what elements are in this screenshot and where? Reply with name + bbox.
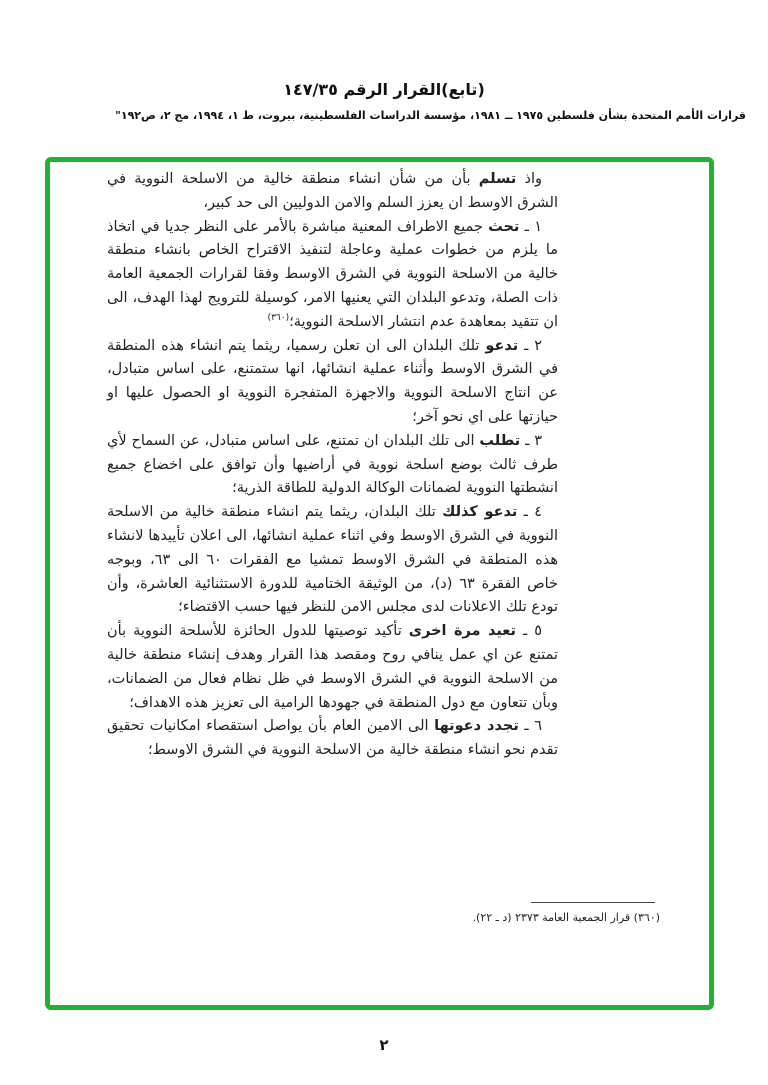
paragraph-text: تلك البلدان، ريثما يتم انشاء منطقة خالية من الاسلحة النووية في الشرق الاوسط وفي اثناء عملية انشائها، الى اعلان تأييدها لانشاء هذه المنطقة في الشرق الاوسط تمشيا مع الفقرات ٦٠ الى ٦٣، وبوجه خاص الفقرة ٦٣ (د)، من الوثيقة الختامية للدورة الاستثنائية العاشرة، وأن تودع تلك الاعلانات لدى مجلس الامن للنظر فيها حسب الاقتضاء؛ <box>107 504 559 616</box>
paragraph-prefix: ٣ ـ <box>520 432 542 449</box>
paragraph-prefix: واذ <box>516 171 542 187</box>
footnote-separator <box>531 902 655 903</box>
paragraph-prefix: ٢ ـ <box>518 337 543 354</box>
footnote-area <box>107 902 660 924</box>
paragraph-text: الى الامين العام بأن يواصل استقصاء امكانيات تحقيق تقدم نحو انشاء منطقة خالية من الاسلحة النووية في الشرق الاوسط؛ <box>107 718 558 759</box>
footnote-reference: (٣٦٠) <box>267 312 290 323</box>
page-number: ٢ <box>379 1036 389 1054</box>
operative-paragraph-1 <box>107 216 558 335</box>
paragraph-lead: تجدد دعوتها <box>434 718 519 735</box>
resolution-body <box>107 168 558 763</box>
operative-paragraph-6 <box>107 715 558 763</box>
paragraph-lead: تطلب <box>479 432 521 449</box>
paragraph-text: جميع الاطراف المعنية مباشرة بالأمر على النظر جديا في اتخاذ ما يلزم من خطوات عملية وعاجلة لتنفيذ الاقتراح الخاص بانشاء منطقة خالية من الاسلحة النووية في الشرق الاوسط وفقا لقرارات الجمعية العامة ذات الصلة، وتدعو البلدان التي يعنيها الامر، كوسيلة للترويج لهذا الهدف، الى ان تتقيد بمعاهدة عدم انتشار الاسلحة النووية؛ <box>107 218 558 330</box>
paragraph-prefix: ٥ ـ <box>515 623 543 640</box>
footnote-text: (٣٦٠) قرار الجمعية العامة ٢٣٧٣ (د ـ ٢٢). <box>472 911 660 924</box>
paragraph-text: بأن من شأن انشاء منطقة خالية من الاسلحة النووية في الشرق الاوسط ان يعزز السلم والامن الدوليين الى حد كبير، <box>107 171 558 211</box>
operative-paragraph-5 <box>107 620 558 715</box>
paragraph-lead: تدعو <box>485 337 519 354</box>
resolution-title: (تابع)القرار الرقم ١٤٧/٣٥ <box>283 80 485 99</box>
paragraph-prefix: ١ ـ <box>519 218 542 235</box>
paragraph-prefix: ٦ ـ <box>518 718 542 735</box>
paragraph-text: تأكيد توصيتها للدول الحائزة للأسلحة النووية بأن تمتنع عن اي عمل ينافي روح ومقصد هذا القرار وهدف إنشاء منطقة خالية من الاسلحة النووية في الشرق الاوسط في ظل نظام فعال من الضمانات، وبأن تتعاون مع دول المنطقة في جهودها الرامية الى تعزيز هذه الاهداف؛ <box>107 623 558 711</box>
green-highlight-box <box>45 157 714 1010</box>
preamble-paragraph <box>107 168 558 216</box>
paragraph-lead: تعيد مرة اخرى <box>408 623 516 640</box>
paragraph-text: تلك البلدان الى ان تعلن رسميا، ريثما يتم انشاء هذه المنطقة في الشرق الاوسط وأثناء عملية انشائها، انها ستمتنع، على اساس متبادل، عن انتاج الاسلحة النووية والاجهزة المتفجرة النووية او الحصول عليها او حيازتها على اي نحو آخر؛ <box>107 337 558 425</box>
paragraph-text: الى تلك البلدان ان تمتنع، على اساس متبادل، عن السماح لأي طرف ثالث بوضع اسلحة نووية في أراضيها وأن توافق على اخضاع جميع انشطتها النووية لضمانات الوكالة الدولية للطاقة الذرية؛ <box>107 432 558 497</box>
paragraph-lead: تدعو كذلك <box>442 504 518 521</box>
paragraph-lead: تحث <box>488 218 520 235</box>
paragraph-lead: تسلم <box>478 171 517 187</box>
source-citation: قرارات الأمم المتحدة بشأن فلسطين ١٩٧٥ ــ ١٩٨١، مؤسسة الدراسات الفلسطينية، بيروت، ط ١، ١٩٩٤، مج ٢، ص١٩٢" <box>115 109 746 122</box>
operative-paragraph-2 <box>107 335 558 430</box>
operative-paragraph-3 <box>107 430 558 501</box>
operative-paragraph-4 <box>107 501 558 620</box>
paragraph-prefix: ٤ ـ <box>517 504 543 521</box>
